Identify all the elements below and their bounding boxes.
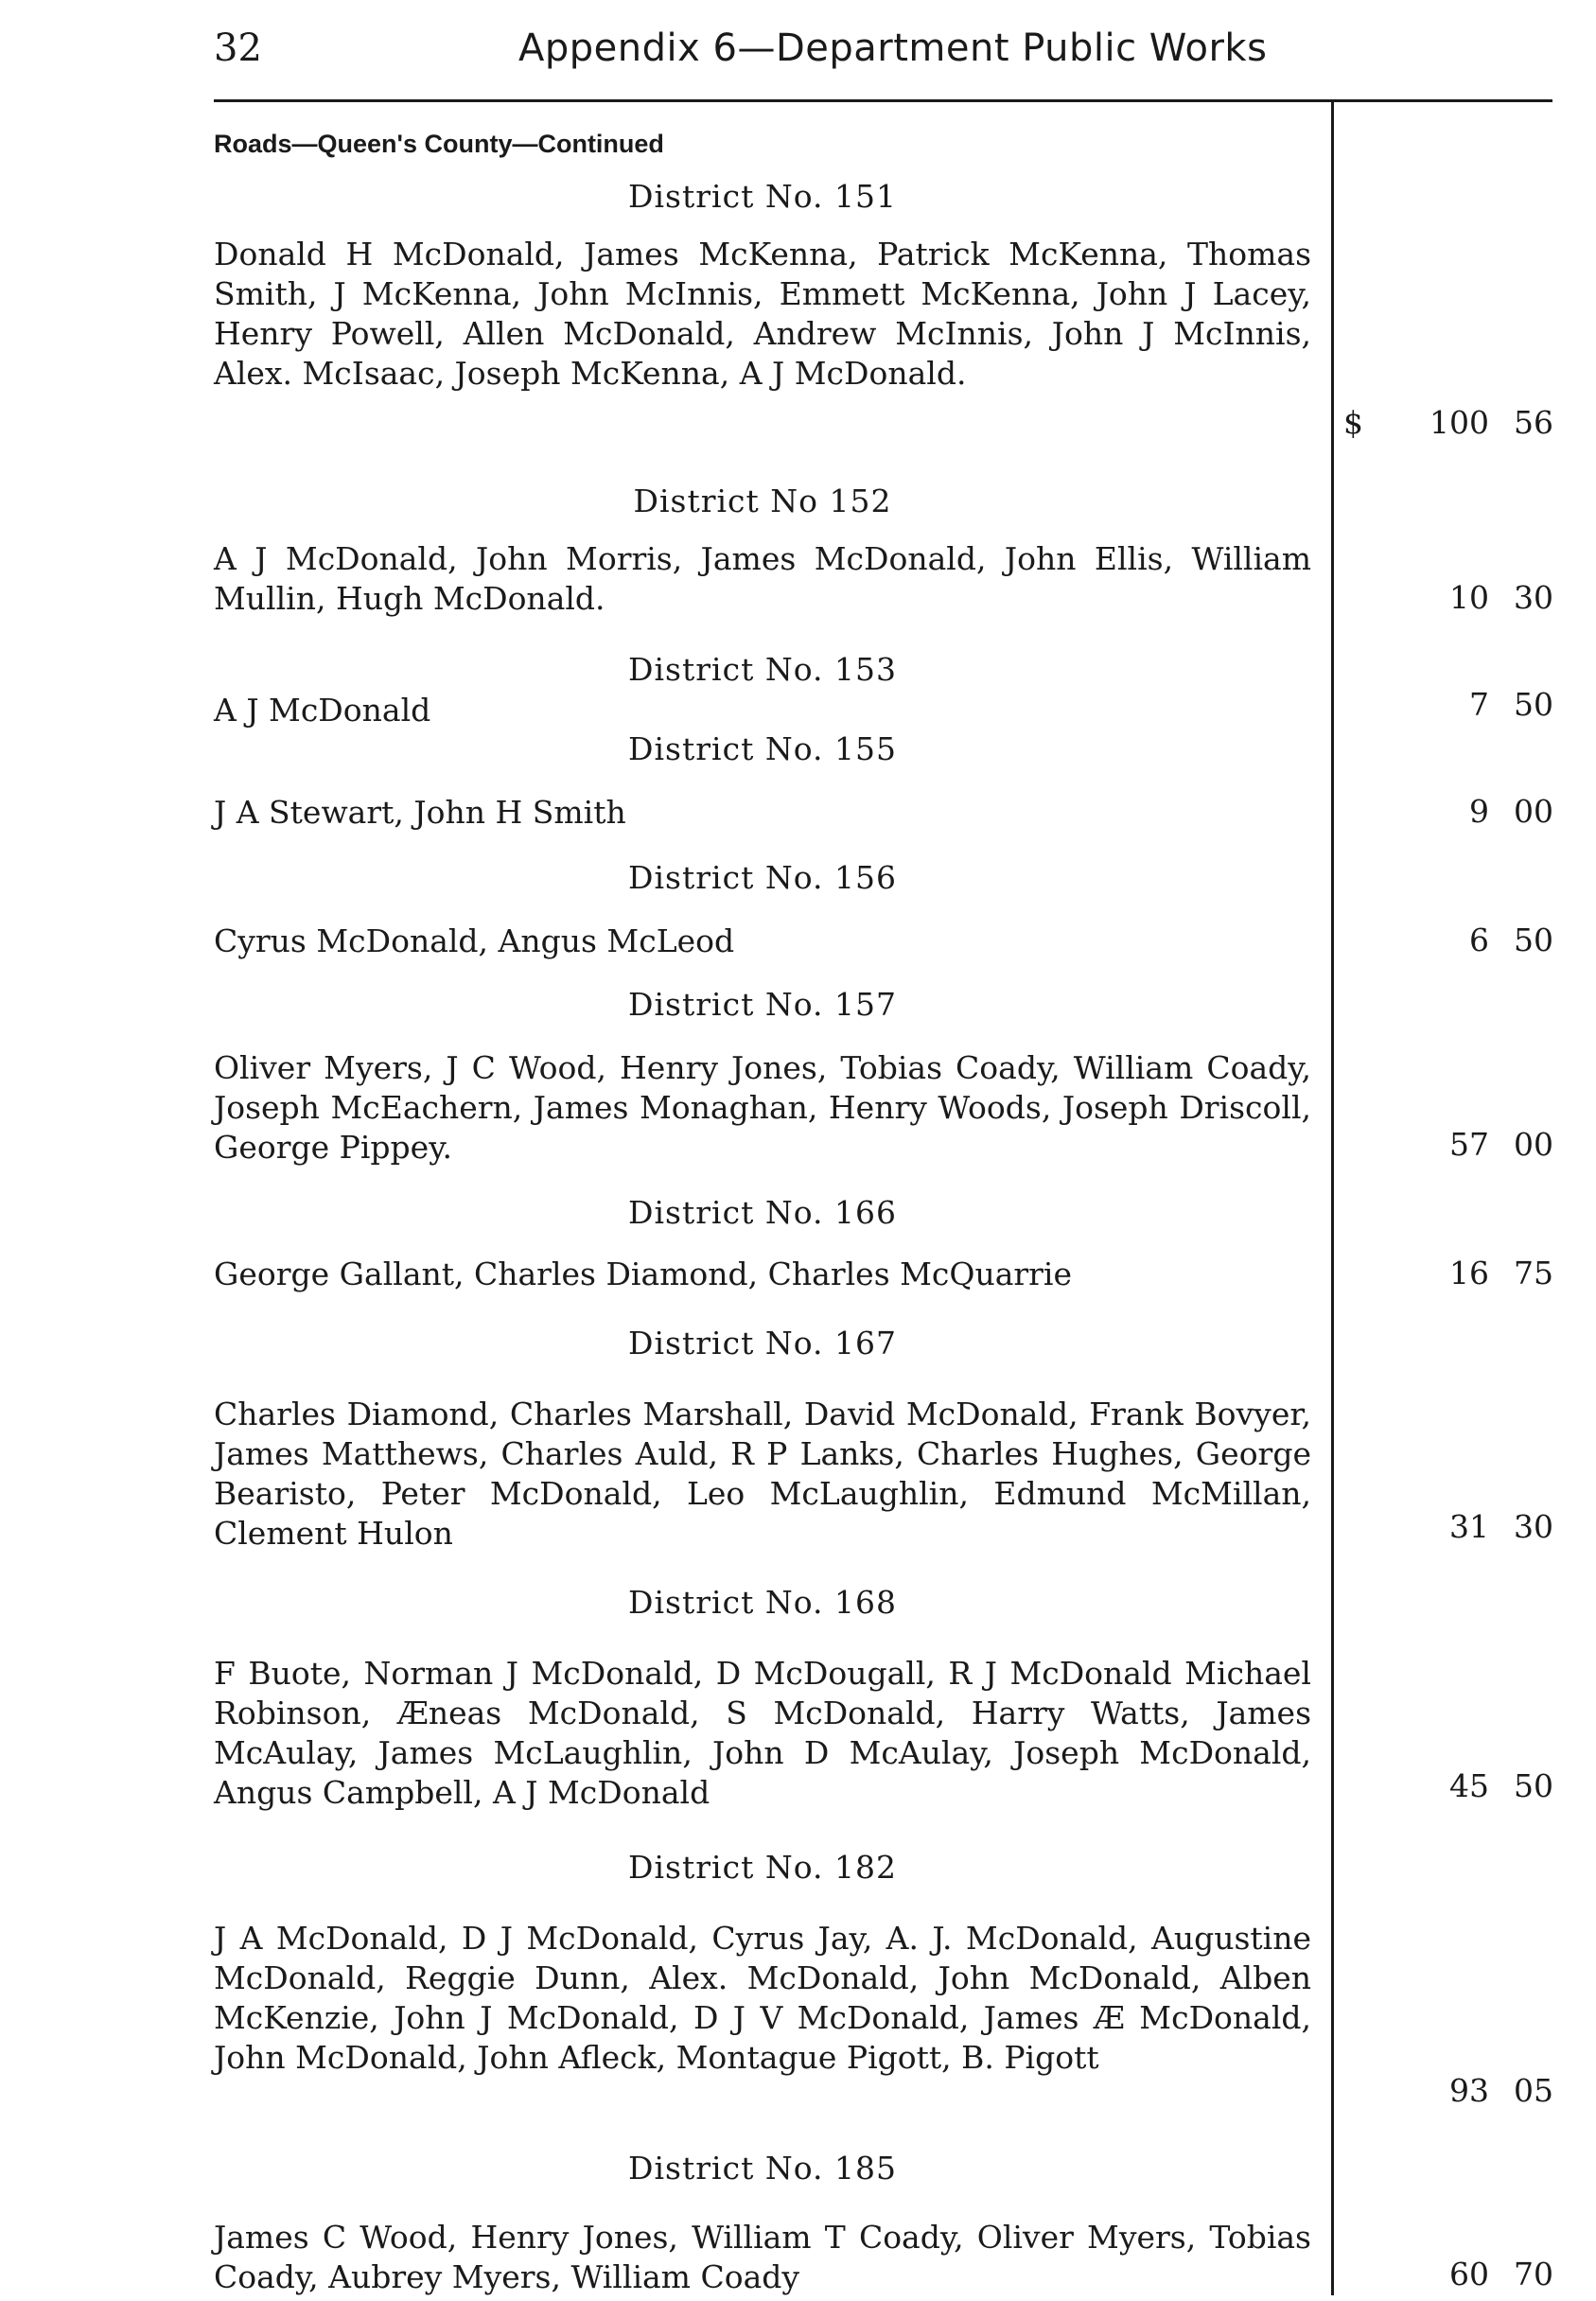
section-heading: Roads—Queen's County—Continued <box>214 130 664 158</box>
amount-dollars: 16 <box>1449 1255 1489 1291</box>
amount-cents: 70 <box>1514 2256 1553 2292</box>
amount-cents: 00 <box>1514 793 1553 830</box>
district-block <box>214 976 1311 1168</box>
district-heading: District No. 166 <box>628 1194 897 1231</box>
district-names: Cyrus McDonald, Angus McLeod <box>214 922 735 959</box>
amount-cents: 50 <box>1514 1767 1553 1804</box>
district-heading: District No 152 <box>633 483 892 519</box>
currency-sign: $ <box>1343 404 1363 441</box>
amount-dollars: 57 <box>1449 1126 1489 1163</box>
district-heading: District No. 185 <box>628 2150 897 2187</box>
district-heading: District No. 155 <box>628 730 897 767</box>
district-names: James C Wood, Henry Jones, William T Coady, Oliver Myers, Tobias Coady, Aubrey Myers, William Coady <box>214 2219 1311 2295</box>
amount-cents: 05 <box>1514 2072 1553 2109</box>
amount-cents: 30 <box>1514 1508 1553 1545</box>
district-heading: District No. 156 <box>628 859 897 896</box>
district-names: Charles Diamond, Charles Marshall, David McDonald, Frank Bovyer, James Matthews, Charles Auld, R P Lanks, Charles Hughes, George Bearisto, Peter McDonald, Leo McLaughlin, Edmund McMillan, Clement Hulon <box>214 1396 1311 1552</box>
amount-cents: 50 <box>1514 686 1553 723</box>
district-heading: District No. 151 <box>628 178 897 215</box>
district-names: Oliver Myers, J C Wood, Henry Jones, Tobias Coady, William Coady, Joseph McEachern, James Monaghan, Henry Woods, Joseph Driscoll, George Pippey. <box>214 1049 1311 1166</box>
amount-dollars: 93 <box>1449 2072 1489 2109</box>
district-heading: District No. 157 <box>628 986 897 1023</box>
amount-dollars: 6 <box>1469 922 1489 958</box>
amount-cents: 56 <box>1514 404 1553 441</box>
district-names: George Gallant, Charles Diamond, Charles McQuarrie <box>214 1256 1073 1292</box>
district-block <box>214 1185 1311 1294</box>
district-heading: District No. 167 <box>628 1325 897 1361</box>
district-names: A J McDonald <box>214 692 431 729</box>
amount-column-rule <box>1331 102 1334 2295</box>
district-amount <box>1343 1767 1553 1804</box>
district-amount <box>1343 2256 1553 2292</box>
district-heading: District No. 182 <box>628 1849 897 1886</box>
district-block <box>214 641 1311 730</box>
district-names: F Buote, Norman J McDonald, D McDougall, R J McDonald Michael Robinson, Æneas McDonald, S McDonald, Harry Watts, James McAulay, James McLaughlin, John D McAulay, Joseph McDonald, Angus Campbell, A J McDonald <box>214 1655 1311 1811</box>
amount-dollars: 100 <box>1429 404 1489 441</box>
amount-dollars: 9 <box>1469 793 1489 830</box>
amount-cents: 30 <box>1514 579 1553 616</box>
header-rule <box>214 99 1552 102</box>
district-block <box>214 721 1311 833</box>
district-amount <box>1343 2072 1553 2109</box>
district-block <box>214 850 1311 961</box>
district-amount <box>1343 686 1553 723</box>
amount-cents: 00 <box>1514 1126 1553 1163</box>
district-names: A J McDonald, John Morris, James McDonald, John Ellis, William Mullin, Hugh McDonald. <box>214 540 1311 617</box>
running-title: Appendix 6—Department Public Works <box>518 26 1268 70</box>
amount-dollars: 45 <box>1449 1767 1489 1804</box>
amount-cents: 50 <box>1514 922 1553 958</box>
district-amount <box>1343 1126 1553 1163</box>
amount-dollars: 7 <box>1469 686 1489 723</box>
district-amount <box>1343 404 1553 441</box>
district-names: J A McDonald, D J McDonald, Cyrus Jay, A. J. McDonald, Augustine McDonald, Reggie Dunn, Alex. McDonald, John McDonald, Alben McKenzie, John J McDonald, D J V McDonald, James Æ McDonald, John McDonald, John Afleck, Montague Pigott, B. Pigott <box>214 1920 1311 2076</box>
district-block <box>214 473 1311 619</box>
district-amount <box>1343 1508 1553 1545</box>
district-amount <box>1343 793 1553 830</box>
district-amount <box>1343 1255 1553 1291</box>
page-number: 32 <box>214 26 262 70</box>
district-block <box>214 2140 1311 2297</box>
amount-dollars: 10 <box>1449 579 1489 616</box>
district-names: J A Stewart, John H Smith <box>214 794 626 831</box>
amount-cents: 75 <box>1514 1255 1553 1291</box>
district-block <box>214 168 1311 394</box>
district-names: Donald H McDonald, James McKenna, Patrick McKenna, Thomas Smith, J McKenna, John McInnis, Emmett McKenna, John J Lacey, Henry Powell, Allen McDonald, Andrew McInnis, John J McInnis, Alex. McIsaac, Joseph McKenna, A J McDonald. <box>214 236 1311 392</box>
district-heading: District No. 168 <box>628 1584 897 1621</box>
district-block <box>214 1315 1311 1554</box>
amount-dollars: 31 <box>1449 1508 1489 1545</box>
district-heading: District No. 153 <box>628 651 897 688</box>
district-amount <box>1343 579 1553 616</box>
district-block <box>214 1574 1311 1813</box>
amount-dollars: 60 <box>1449 2256 1489 2292</box>
district-block <box>214 1839 1311 2078</box>
district-amount <box>1343 922 1553 958</box>
